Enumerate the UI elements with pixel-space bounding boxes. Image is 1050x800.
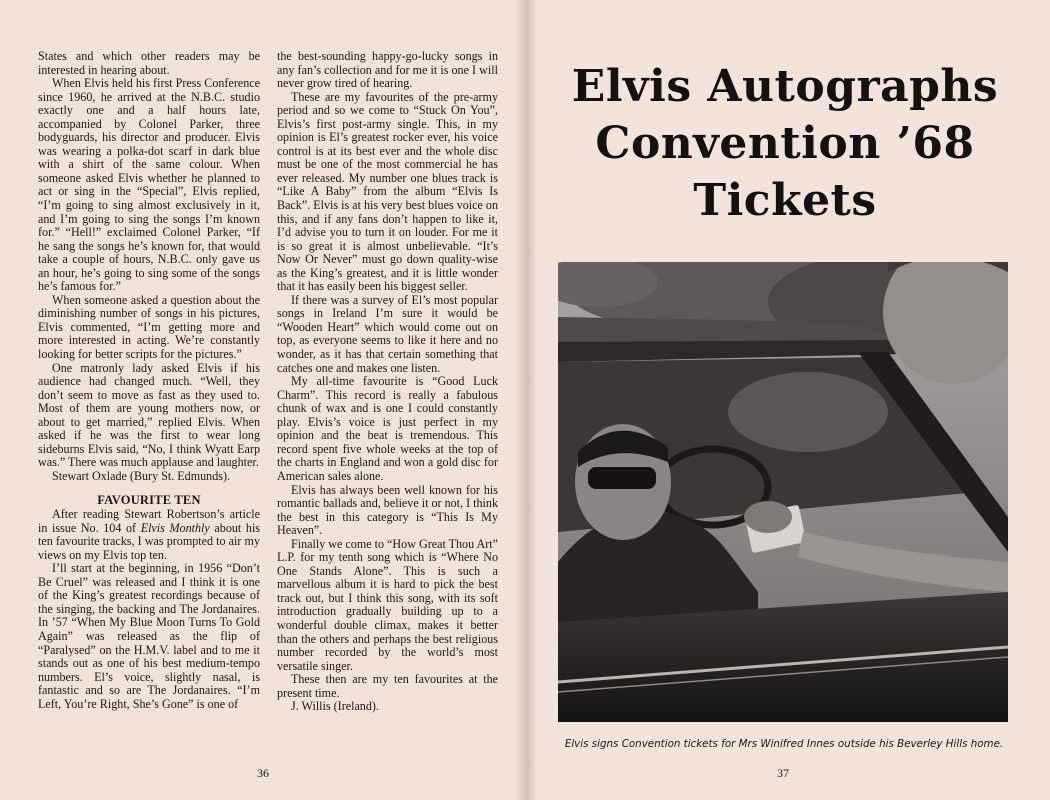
paragraph: States and which other readers may be interested in hearing about.: [38, 49, 260, 77]
paragraph: These are my favourites of the pre-army period and so we come to “Stuck On You”, Elvis’s first post-army single. This, in my opinion is El’s greatest rocker ever, his voice control is at its best ever and the whole disc must be one of the most commercial he has ever released. My number one blues track is “Like A Baby” from the album “Elvis Is Back”. Elvis is at his very best blues voice on this, and if any fans don’t happen to like it, I’d advise you to turn it on louder. For me it is so great it is almost unbelievable. “It’s Now Or Never” must go down quality-wise as the King’s greatest, and it is little wonder that it has easily been his biggest seller.: [277, 89, 499, 294]
paragraph: When Elvis held his first Press Conference since 1960, he arrived at the N.B.C. studio exactly one and a half hours late, accompanied by Colonel Parker, three bodyguards, his director and producer. Elvis was wearing a polka-dot scarf in dark blue with a shirt of the same colour. When someone asked Elvis whether he planned to act or sing in the “Special”, Elvis replied, “I’m going to sing almost exclusively in it, and I’m going to sing the songs I’m known for.” “Hell!” exclaimed Colonel Parker, “If he sang the songs he’s known for, that would take a couple of hours, N.B.C. only gave us an hour, he’s going to sing some of the songs he’s famous for.”: [38, 76, 260, 294]
paragraph-text: about his ten favourite tracks, I was prompted to air my views on my Elvis top ten.: [38, 520, 261, 562]
paragraph: Finally we come to “How Great Thou Art” L.P. for my tenth song which is “Where No One Stands Alone”. This is such a marvellous album it is hard to pick the best track out, but I think this song, with its soft introduction gradually building up to a wonderful double climax, makes it better than the others and perhaps the best religious number recorded by the world’s most versatile singer.: [277, 536, 498, 673]
article-headline: [560, 58, 1010, 229]
photo-elvis-in-car: [558, 262, 1008, 722]
paragraph: These then are my ten favourites at the present time.: [277, 672, 498, 700]
letter-signature: Stewart Oxlade (Bury St. Edmunds).: [52, 468, 231, 483]
paragraph: I’ll start at the beginning, in 1956 “Don’t Be Cruel” was released and I think it is one of the King’s greatest recordings because of the singing, the backing and The Jordanaires. In ’57 “When My Blue Moon Turns To Gold Again” was released as the flip of “Paralysed” on the H.M.V. label and to me it stands out as one of his best medium-tempo numbers. El’s voice, slightly nasal, is fantastic and so are The Jordanaires. “I’m Left, You’re Right, She’s Gone” is one of: [38, 561, 260, 711]
binding-gutter: [515, 0, 537, 800]
page-number: 36: [257, 766, 269, 780]
section-heading: FAVOURITE TEN: [97, 492, 201, 507]
paragraph: My all-time favourite is “Good Luck Charm”. This record is really a fabulous chunk of wax and is one I could constantly play. Elvis’s voice is just perfect in my opinion and the beat is tremendous. This record spent five whole weeks at the top of the charts in England and won a gold disc for American sales alone.: [277, 374, 498, 483]
headline-line: Convention ’68: [595, 118, 975, 169]
headline-line: Tickets: [693, 175, 877, 226]
text-column-left: [38, 50, 260, 711]
paragraph: [38, 508, 260, 562]
paragraph-text: After reading Stewart Robertson’s article in issue No. 104 of: [38, 507, 260, 535]
paragraph: One matronly lady asked Elvis if his audience had changed much. “Well, they don’t seem to move as fast as they used to. Most of them are young mothers now, or about to get married,” replied Elvis. When asked if he was the first to wear long sideburns Elvis said, “No, I think Wyatt Earp was.” There was much applause and laughter.: [38, 360, 260, 470]
letter-signature: J. Willis (Ireland).: [291, 699, 379, 714]
paragraph: When someone asked a question about the diminishing number of songs in his pictures, Elvis commented, “I’m getting more and more interested in acting. We’re constantly looking for better scripts for the pictures.”: [38, 292, 260, 362]
photo-caption: Elvis signs Convention tickets for Mrs Winifred Innes outside his Beverley Hills home.: [564, 738, 1004, 750]
paragraph: Elvis has always been well known for his romantic ballads and, believe it or not, I think the best in this category is “This Is My Heaven”.: [277, 482, 498, 538]
photo-illustration: [558, 262, 1008, 722]
text-column-right: [277, 50, 498, 714]
paragraph: If there was a survey of El’s most popular songs in Ireland I’m sure it would be “Wooden Heart” which would come out on top, as everyone seems to like it here and no wonder, as it has that certain something that catches one and makes one listen.: [277, 292, 498, 375]
magazine-title: Elvis Monthly: [140, 520, 210, 535]
headline-line: Elvis Autographs: [571, 61, 999, 112]
paragraph: the best-sounding happy-go-lucky songs in any fan’s collection and for me it is one I will never grow tired of hearing.: [277, 49, 498, 91]
page-number: 37: [777, 766, 789, 780]
